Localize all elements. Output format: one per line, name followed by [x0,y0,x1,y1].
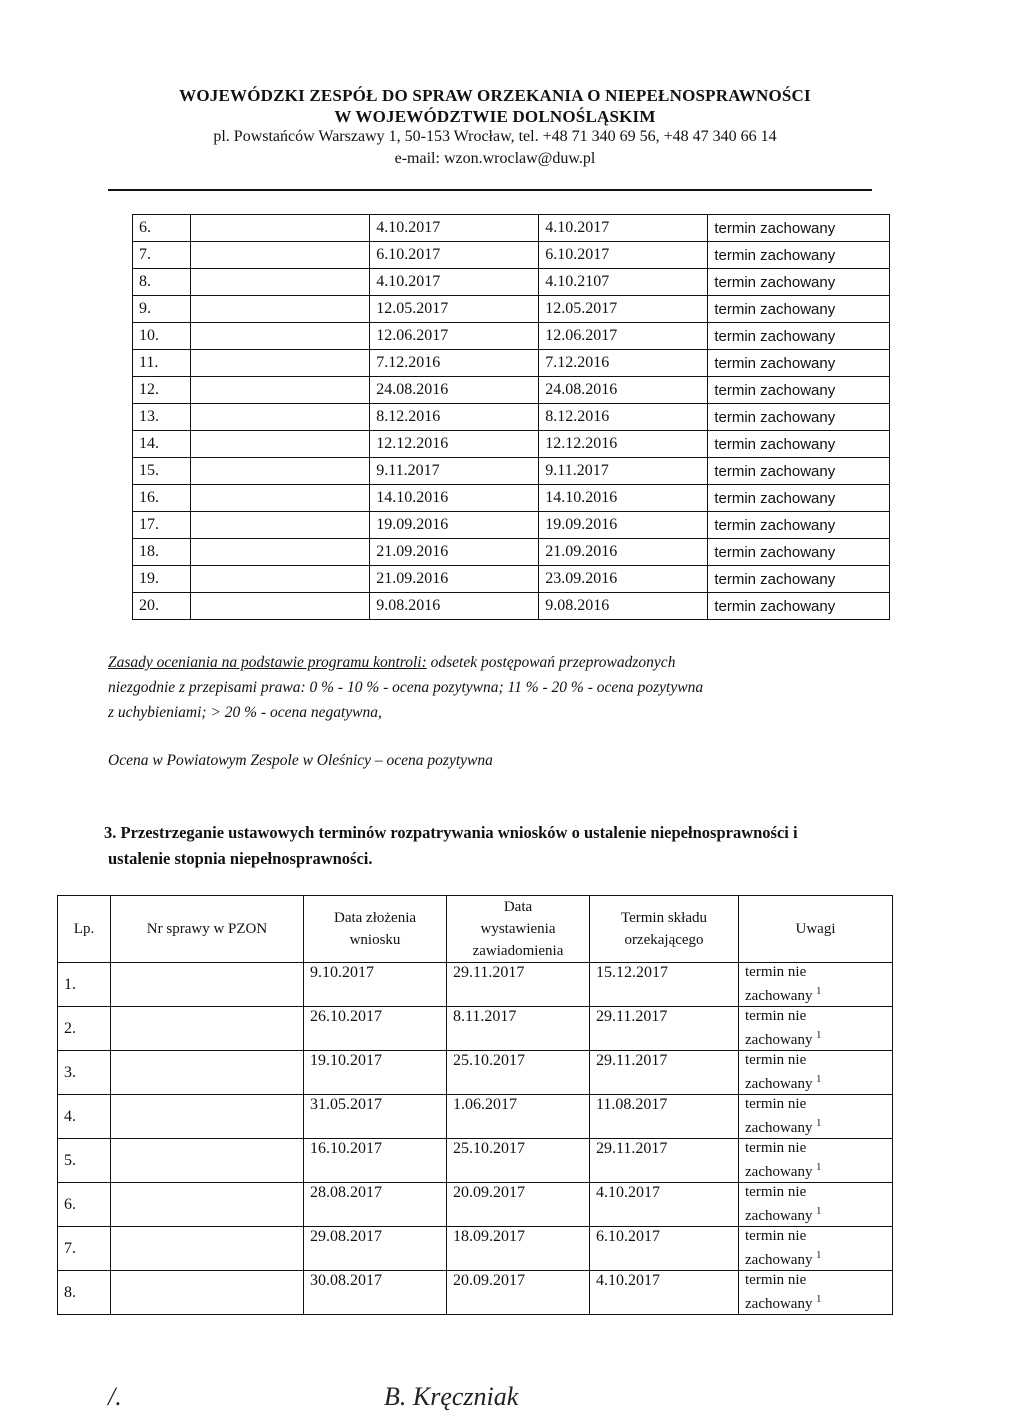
date-notice: 4.10.2017 [539,215,708,242]
date-panel: 11.08.2017 [590,1095,739,1139]
header-email: e-mail: wzon.wroclaw@duw.pl [394,150,596,167]
redacted-case-number [111,1271,304,1315]
note-line1: termin nie [745,1052,807,1068]
redacted-case-number [190,269,370,296]
date-filed: 21.09.2016 [370,539,539,566]
date-filed: 9.11.2017 [370,458,539,485]
status-cell: termin zachowany [708,566,890,593]
note-line1: termin nie [745,1096,807,1112]
table-row [58,1007,893,1051]
notes-cell [739,1051,893,1095]
status-cell: termin zachowany [708,215,890,242]
footnote-marker: 1 [816,1206,822,1217]
row-number: 7. [133,242,191,269]
note-line2: zachowany [745,1076,813,1092]
row-number: 15. [133,458,191,485]
redacted-case-number [111,1183,304,1227]
footnote-marker: 1 [816,1030,822,1041]
header-title-line2: W WOJEWÓDZTWIE DOLNOŚLĄSKIM [334,107,656,126]
redacted-case-number [111,1227,304,1271]
section-3-title [104,820,904,872]
table-row [58,1271,893,1315]
date-notice: 6.10.2017 [539,242,708,269]
date-filed: 7.12.2016 [370,350,539,377]
row-number: 7. [58,1227,111,1271]
date-panel: 15.12.2017 [590,963,739,1007]
date-filed: 16.10.2017 [304,1139,447,1183]
assessment-result: Ocena w Powiatowym Zespole w Oleśnicy – ocena pozytywna [108,752,493,769]
deadlines-table-continued [132,214,890,620]
row-number: 14. [133,431,191,458]
redacted-case-number [190,296,370,323]
footnote-marker: 1 [816,986,822,997]
status-cell: termin zachowany [708,431,890,458]
table-row [133,350,890,377]
date-notice: 14.10.2016 [539,485,708,512]
table-row [133,593,890,620]
date-panel: 29.11.2017 [590,1051,739,1095]
date-filed: 19.09.2016 [370,512,539,539]
table-row [133,323,890,350]
table-row [133,431,890,458]
date-filed: 6.10.2017 [370,242,539,269]
table-row [58,1227,893,1271]
row-number: 3. [58,1051,111,1095]
table-row [133,377,890,404]
date-filed: 26.10.2017 [304,1007,447,1051]
redacted-case-number [190,242,370,269]
redacted-case-number [190,404,370,431]
section-3-title-line2: ustalenie stopnia niepełnosprawności. [108,849,373,868]
footnote-marker: 1 [816,1074,822,1085]
redacted-case-number [111,1051,304,1095]
date-panel: 29.11.2017 [590,1139,739,1183]
row-number: 13. [133,404,191,431]
date-notice: 19.09.2016 [539,512,708,539]
date-notice: 4.10.2107 [539,269,708,296]
date-filed: 4.10.2017 [370,269,539,296]
date-panel: 29.11.2017 [590,1007,739,1051]
date-notice: 9.11.2017 [539,458,708,485]
date-filed: 9.08.2016 [370,593,539,620]
header-title-line1: WOJEWÓDZKI ZESPÓŁ DO SPRAW ORZEKANIA O NIEPEŁNOSPRAWNOŚCI [179,86,811,105]
redacted-case-number [190,566,370,593]
footnote-marker: 1 [816,1118,822,1129]
footnote-marker: 1 [816,1250,822,1261]
date-notice: 23.09.2016 [539,566,708,593]
col-header-case: Nr sprawy w PZON [111,896,304,963]
note-line1: termin nie [745,1140,807,1156]
notes-cell [739,1139,893,1183]
table-row [58,1183,893,1227]
date-filed: 4.10.2017 [370,215,539,242]
date-notice: 18.09.2017 [447,1227,590,1271]
rules-line3: z uchybieniami; > 20 % - ocena negatywna, [108,704,382,721]
rules-heading: Zasady oceniania na podstawie programu kontroli: [108,654,427,671]
rules-text: odsetek postępowań przeprowadzonych [426,654,676,671]
redacted-case-number [190,377,370,404]
table-row [58,1051,893,1095]
rules-line2: niezgodnie z przepisami prawa: 0 % - 10 % - ocena pozytywna; 11 % - 20 % - ocena pozytywna [108,679,704,696]
note-line1: termin nie [745,1008,807,1024]
redacted-case-number [190,539,370,566]
redacted-case-number [190,431,370,458]
redacted-case-number [190,323,370,350]
table-row [58,963,893,1007]
row-number: 2. [58,1007,111,1051]
col-header-notes: Uwagi [739,896,893,963]
date-filed: 30.08.2017 [304,1271,447,1315]
note-line2: zachowany [745,1252,813,1268]
redacted-case-number [190,458,370,485]
date-notice: 20.09.2017 [447,1183,590,1227]
status-cell: termin zachowany [708,350,890,377]
table-row [133,566,890,593]
date-filed: 21.09.2016 [370,566,539,593]
notes-cell [739,1227,893,1271]
date-notice: 21.09.2016 [539,539,708,566]
col-header-lp: Lp. [58,896,111,963]
table-row [133,404,890,431]
col-header-filed: Data złożenia wniosku [304,896,447,963]
row-number: 4. [58,1095,111,1139]
col-header-panel: Termin składu orzekającego [590,896,739,963]
date-filed: 31.05.2017 [304,1095,447,1139]
row-number: 10. [133,323,191,350]
date-notice: 9.08.2016 [539,593,708,620]
col-header-notice: Data wystawienia zawiadomienia [447,896,590,963]
status-cell: termin zachowany [708,296,890,323]
redacted-case-number [190,485,370,512]
table-row [133,242,890,269]
row-number: 16. [133,485,191,512]
row-number: 19. [133,566,191,593]
table-row [58,1139,893,1183]
date-filed: 24.08.2016 [370,377,539,404]
date-notice: 12.12.2016 [539,431,708,458]
redacted-case-number [190,512,370,539]
section-3-title-line1: 3. Przestrzeganie ustawowych terminów rozpatrywania wniosków o ustalenie niepełnosprawności i [104,823,798,842]
date-filed: 9.10.2017 [304,963,447,1007]
header-divider [108,189,872,191]
date-filed: 8.12.2016 [370,404,539,431]
date-notice: 1.06.2017 [447,1095,590,1139]
footnote-marker: 1 [816,1162,822,1173]
note-line1: termin nie [745,1272,807,1288]
row-number: 6. [133,215,191,242]
header-address: pl. Powstańców Warszawy 1, 50-153 Wrocław, tel. +48 71 340 69 56, +48 47 340 66 14 [213,128,777,145]
date-panel: 4.10.2017 [590,1271,739,1315]
note-line2: zachowany [745,988,813,1004]
notes-cell [739,1271,893,1315]
row-number: 6. [58,1183,111,1227]
table-row [133,215,890,242]
date-notice: 7.12.2016 [539,350,708,377]
row-number: 8. [58,1271,111,1315]
notes-cell [739,1095,893,1139]
note-line1: termin nie [745,1228,807,1244]
status-cell: termin zachowany [708,593,890,620]
status-cell: termin zachowany [708,458,890,485]
table-row [133,458,890,485]
note-line2: zachowany [745,1120,813,1136]
redacted-case-number [111,963,304,1007]
date-filed: 19.10.2017 [304,1051,447,1095]
date-panel: 4.10.2017 [590,1183,739,1227]
redacted-case-number [111,1095,304,1139]
note-line2: zachowany [745,1164,813,1180]
signature-left: /. [108,1382,122,1411]
row-number: 17. [133,512,191,539]
notes-cell [739,1183,893,1227]
notes-cell [739,1007,893,1051]
status-cell: termin zachowany [708,512,890,539]
redacted-case-number [190,350,370,377]
table-row [133,539,890,566]
date-notice: 8.11.2017 [447,1007,590,1051]
row-number: 5. [58,1139,111,1183]
applications-table [57,895,893,1315]
note-line2: zachowany [745,1032,813,1048]
date-filed: 29.08.2017 [304,1227,447,1271]
date-notice: 12.06.2017 [539,323,708,350]
table-header-row [58,896,893,963]
date-notice: 20.09.2017 [447,1271,590,1315]
date-filed: 28.08.2017 [304,1183,447,1227]
signature-right: B. Kręczniak [384,1382,519,1411]
row-number: 18. [133,539,191,566]
row-number: 12. [133,377,191,404]
date-filed: 12.05.2017 [370,296,539,323]
assessment-rules [108,650,888,725]
row-number: 20. [133,593,191,620]
date-filed: 14.10.2016 [370,485,539,512]
row-number: 1. [58,963,111,1007]
note-line1: termin nie [745,964,807,980]
status-cell: termin zachowany [708,269,890,296]
row-number: 8. [133,269,191,296]
status-cell: termin zachowany [708,485,890,512]
status-cell: termin zachowany [708,404,890,431]
table-row [133,269,890,296]
date-panel: 6.10.2017 [590,1227,739,1271]
table-row [133,512,890,539]
notes-cell [739,963,893,1007]
date-notice: 25.10.2017 [447,1139,590,1183]
redacted-case-number [190,593,370,620]
table-row [133,296,890,323]
status-cell: termin zachowany [708,323,890,350]
date-filed: 12.06.2017 [370,323,539,350]
date-notice: 12.05.2017 [539,296,708,323]
date-filed: 12.12.2016 [370,431,539,458]
date-notice: 29.11.2017 [447,963,590,1007]
status-cell: termin zachowany [708,242,890,269]
date-notice: 25.10.2017 [447,1051,590,1095]
redacted-case-number [111,1007,304,1051]
note-line2: zachowany [745,1296,813,1312]
redacted-case-number [190,215,370,242]
note-line2: zachowany [745,1208,813,1224]
note-line1: termin nie [745,1184,807,1200]
date-notice: 24.08.2016 [539,377,708,404]
status-cell: termin zachowany [708,539,890,566]
redacted-case-number [111,1139,304,1183]
table-row [133,485,890,512]
row-number: 11. [133,350,191,377]
date-notice: 8.12.2016 [539,404,708,431]
table-row [58,1095,893,1139]
row-number: 9. [133,296,191,323]
status-cell: termin zachowany [708,377,890,404]
footnote-marker: 1 [816,1294,822,1305]
